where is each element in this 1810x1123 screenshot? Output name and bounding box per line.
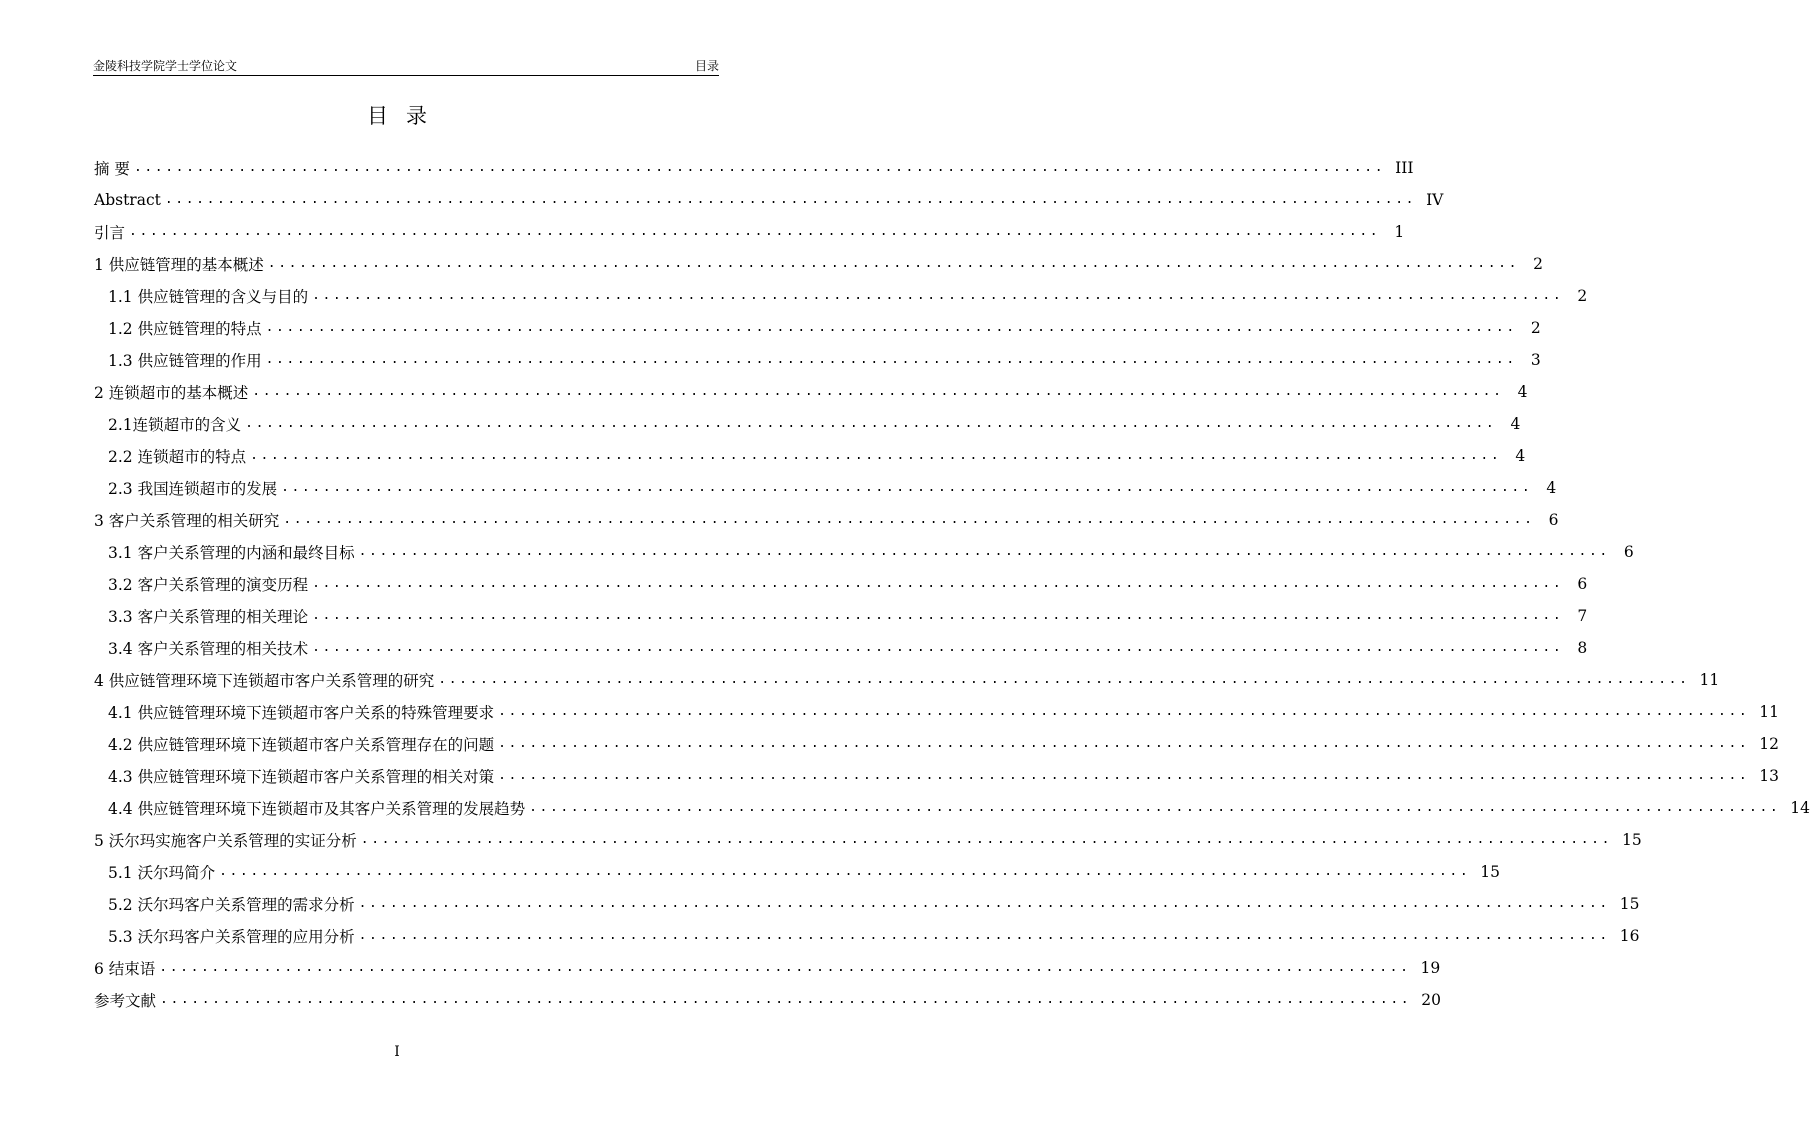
- toc-entry[interactable]: [94, 216, 1405, 248]
- toc-entry-page: 15: [1619, 895, 1640, 913]
- toc-entry-label: 5.2 沃尔玛客户关系管理的需求分析: [108, 896, 355, 914]
- toc-leader-dots: ........................................................................................................................: [498, 704, 1750, 719]
- toc-entry-page: 11: [1759, 703, 1780, 721]
- toc-entry-label: 4.1 供应链管理环境下连锁超市客户关系的特殊管理要求: [108, 704, 495, 722]
- toc-entry-page: 15: [1622, 831, 1642, 849]
- toc-entry-page: 14: [1790, 799, 1810, 817]
- toc-entry-page: 2: [1530, 319, 1541, 337]
- toc-entry-label: 参考文献: [94, 992, 157, 1010]
- toc-entry-label: 引言: [94, 224, 126, 242]
- toc-entry-label: 4.2 供应链管理环境下连锁超市客户关系管理存在的问题: [108, 736, 495, 754]
- toc-leader-dots: ........................................................................................................................: [498, 768, 1750, 783]
- toc-leader-dots: ........................................................................................................................: [312, 288, 1564, 303]
- toc-entry[interactable]: [94, 632, 1588, 664]
- toc-leader-dots: ........................................................................................................................: [312, 576, 1564, 591]
- toc-leader-dots: ........................................................................................................................: [283, 512, 1535, 527]
- toc-entry-page: 20: [1421, 991, 1441, 1009]
- toc-entry[interactable]: [94, 344, 1541, 376]
- toc-leader-dots: ........................................................................................................................: [360, 832, 1612, 847]
- toc-leader-dots: ........................................................................................................................: [164, 192, 1417, 207]
- toc-entry-label: 3.2 客户关系管理的演变历程: [108, 576, 309, 594]
- toc-entry-label: 4.3 供应链管理环境下连锁超市客户关系管理的相关对策: [108, 768, 495, 786]
- toc-leader-dots: ........................................................................................................................: [358, 928, 1610, 943]
- toc-entry-label: 1.3 供应链管理的作用: [108, 352, 262, 370]
- toc-entry-page: 6: [1577, 575, 1588, 593]
- toc-entry[interactable]: [94, 184, 1444, 216]
- toc-leader-dots: ........................................................................................................................: [281, 480, 1533, 495]
- toc-leader-dots: ........................................................................................................................: [265, 352, 1517, 367]
- toc-leader-dots: ........................................................................................................................: [265, 320, 1517, 335]
- toc-entry-page: 7: [1577, 607, 1588, 625]
- toc-leader-dots: ........................................................................................................................: [498, 736, 1750, 751]
- toc-entry-label: Abstract: [94, 191, 161, 209]
- toc-entry-page: 15: [1480, 863, 1501, 881]
- toc-entry[interactable]: [94, 984, 1441, 1016]
- toc-entry-label: 3 客户关系管理的相关研究: [94, 512, 280, 530]
- toc-entry-page: 19: [1420, 959, 1441, 977]
- toc-entry[interactable]: [94, 248, 1543, 280]
- toc-entry-page: 12: [1759, 735, 1780, 753]
- toc-leader-dots: ........................................................................................................................: [219, 864, 1471, 879]
- toc-entry[interactable]: [94, 792, 1810, 824]
- toc-entry[interactable]: [94, 728, 1780, 760]
- toc-entry[interactable]: [94, 280, 1588, 312]
- toc-entry[interactable]: [94, 824, 1642, 856]
- toc-entry-label: 3.3 客户关系管理的相关理论: [108, 608, 309, 626]
- toc-entry-label: 3.4 客户关系管理的相关技术: [108, 640, 309, 658]
- toc-entry-label: 5.1 沃尔玛简介: [108, 864, 216, 882]
- toc-entry[interactable]: [94, 504, 1559, 536]
- toc-leader-dots: ........................................................................................................................: [267, 256, 1519, 271]
- toc-entry[interactable]: [94, 408, 1521, 440]
- toc-entry[interactable]: [94, 696, 1780, 728]
- toc-entry-page: 6: [1548, 511, 1559, 529]
- toc-leader-dots: ........................................................................................................................: [529, 800, 1781, 815]
- toc-entry-label: 2.3 我国连锁超市的发展: [108, 480, 278, 498]
- toc-entry-label: 摘 要: [94, 160, 130, 178]
- toc-entry-label: 2.2 连锁超市的特点: [108, 448, 247, 466]
- header-section-name: 目录: [694, 59, 719, 73]
- toc-entry[interactable]: [94, 568, 1588, 600]
- toc-entry-label: 1.2 供应链管理的特点: [108, 320, 262, 338]
- toc-entry[interactable]: [94, 312, 1541, 344]
- toc-entry-label: 4.4 供应链管理环境下连锁超市及其客户关系管理的发展趋势: [108, 800, 526, 818]
- table-of-contents: [94, 152, 1810, 1016]
- toc-leader-dots: ........................................................................................................................: [312, 640, 1564, 655]
- page-header: [93, 59, 719, 76]
- toc-leader-dots: ........................................................................................................................: [245, 416, 1497, 431]
- page-number: I: [394, 1044, 400, 1060]
- toc-entry-label: 2.1连锁超市的含义: [108, 416, 242, 434]
- toc-entry-page: 16: [1619, 927, 1640, 945]
- toc-leader-dots: ........................................................................................................................: [250, 448, 1502, 463]
- toc-entry-page: 1: [1394, 223, 1405, 241]
- toc-entry[interactable]: [94, 600, 1588, 632]
- toc-entry[interactable]: [94, 952, 1441, 984]
- toc-entry-page: IV: [1426, 191, 1444, 209]
- toc-entry-page: III: [1395, 159, 1414, 177]
- toc-entry[interactable]: [94, 888, 1640, 920]
- toc-entry-page: 4: [1510, 415, 1521, 433]
- toc-leader-dots: ........................................................................................................................: [129, 224, 1381, 239]
- toc-entry[interactable]: [94, 376, 1528, 408]
- toc-entry-page: 11: [1699, 671, 1720, 689]
- toc-leader-dots: ........................................................................................................................: [160, 992, 1412, 1007]
- toc-leader-dots: ........................................................................................................................: [252, 384, 1504, 399]
- toc-entry[interactable]: [94, 920, 1640, 952]
- toc-leader-dots: ........................................................................................................................: [159, 960, 1411, 975]
- toc-entry[interactable]: [94, 856, 1501, 888]
- toc-entry[interactable]: [94, 152, 1414, 184]
- toc-entry-label: 2 连锁超市的基本概述: [94, 384, 249, 402]
- toc-entry-page: 4: [1546, 479, 1557, 497]
- toc-entry-label: 5.3 沃尔玛客户关系管理的应用分析: [108, 928, 355, 946]
- toc-entry-label: 5 沃尔玛实施客户关系管理的实证分析: [94, 832, 357, 850]
- toc-entry[interactable]: [94, 472, 1557, 504]
- toc-entry-label: 1.1 供应链管理的含义与目的: [108, 288, 309, 306]
- header-thesis-title: 金陵科技学院学士学位论文: [93, 59, 238, 73]
- toc-entry-page: 3: [1530, 351, 1541, 369]
- toc-entry-label: 6 结束语: [94, 960, 156, 978]
- toc-entry[interactable]: [94, 760, 1780, 792]
- page-title: 目录: [367, 104, 445, 128]
- toc-leader-dots: ........................................................................................................................: [438, 672, 1690, 687]
- toc-leader-dots: ........................................................................................................................: [312, 608, 1564, 623]
- toc-entry-page: 8: [1577, 639, 1588, 657]
- toc-entry[interactable]: [94, 664, 1720, 696]
- toc-entry-page: 2: [1577, 287, 1588, 305]
- toc-entry-label: 4 供应链管理环境下连锁超市客户关系管理的研究: [94, 672, 435, 690]
- toc-entry[interactable]: [94, 536, 1634, 568]
- toc-entry-page: 4: [1517, 383, 1528, 401]
- toc-entry-label: 1 供应链管理的基本概述: [94, 256, 264, 274]
- toc-entry-page: 6: [1623, 543, 1634, 561]
- toc-entry-page: 2: [1533, 255, 1543, 273]
- toc-entry-label: 3.1 客户关系管理的内涵和最终目标: [108, 544, 355, 562]
- toc-entry-page: 4: [1515, 447, 1526, 465]
- toc-leader-dots: ........................................................................................................................: [358, 896, 1610, 911]
- toc-entry[interactable]: [94, 440, 1526, 472]
- toc-leader-dots: ........................................................................................................................: [133, 160, 1386, 175]
- toc-leader-dots: ........................................................................................................................: [358, 544, 1610, 559]
- toc-entry-page: 13: [1759, 767, 1780, 785]
